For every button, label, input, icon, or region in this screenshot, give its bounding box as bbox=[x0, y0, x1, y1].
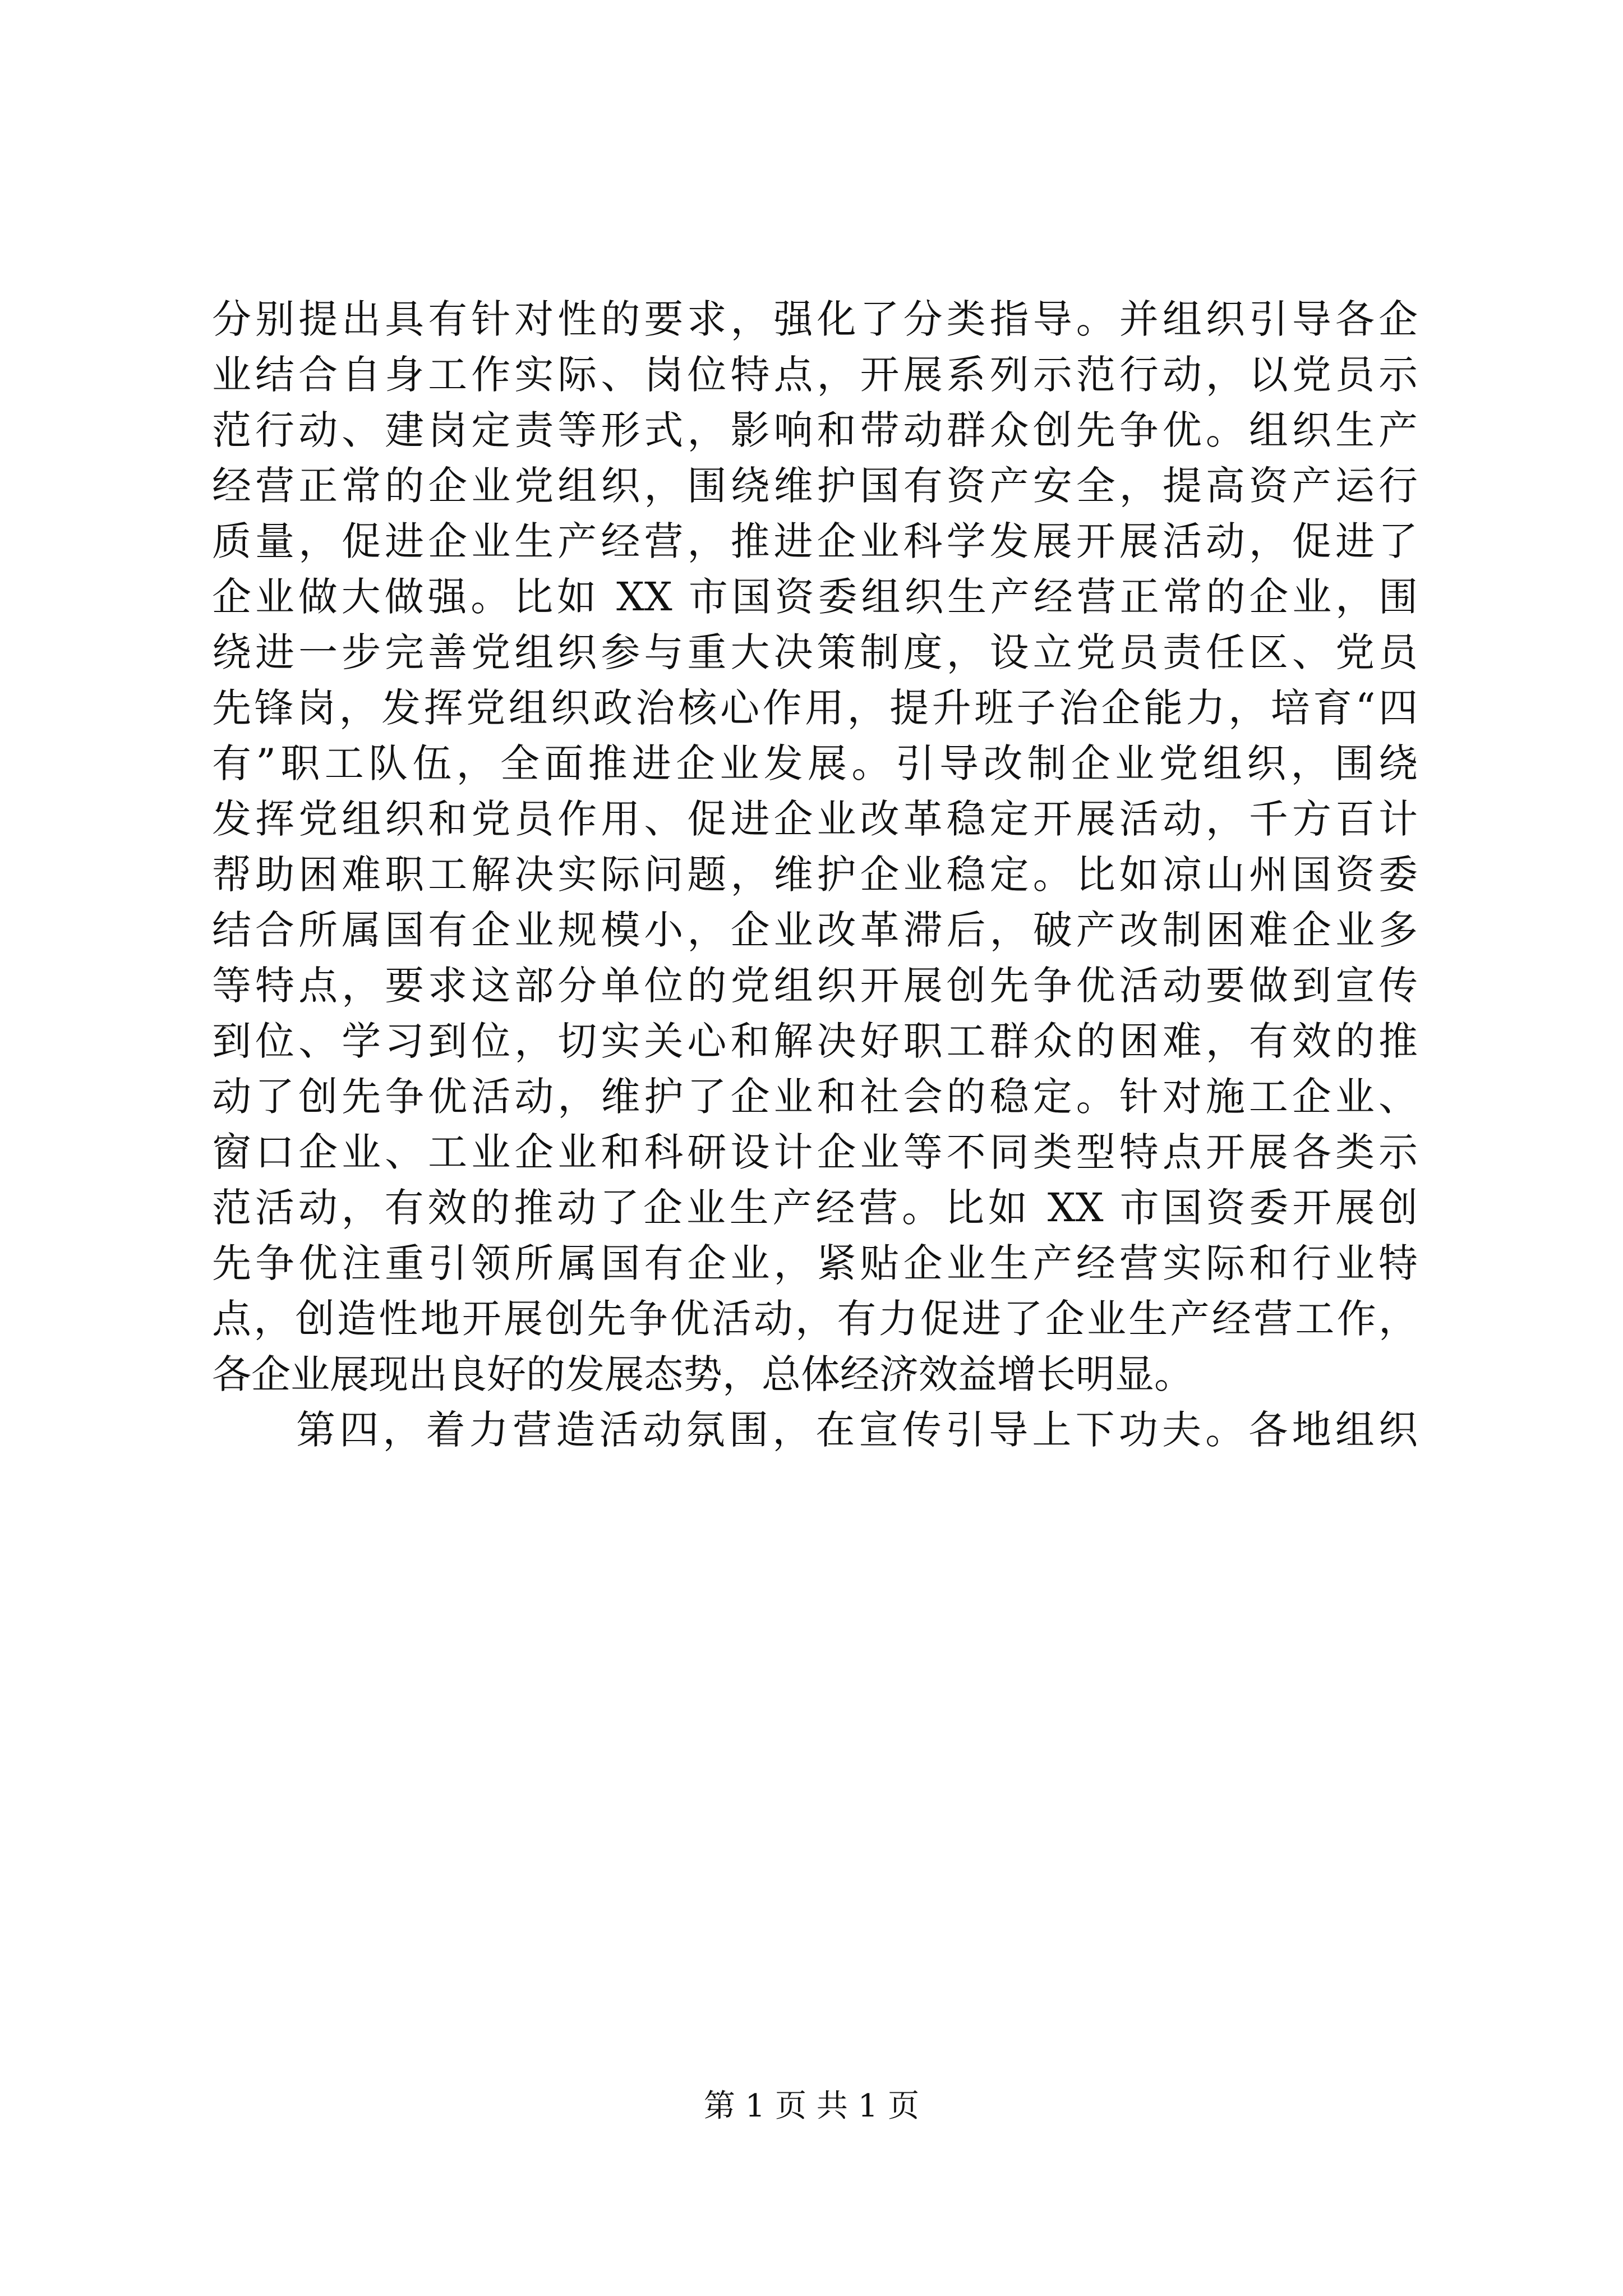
text-line: 发挥党组织和党员作用、促进企业改革稳定开展活动，千方百计 bbox=[212, 796, 1418, 842]
text-line: 范行动、建岗定责等形式，影响和带动群众创先争优。组织生产 bbox=[212, 407, 1418, 453]
text-line: 动了创先争优活动，维护了企业和社会的稳定。针对施工企业、 bbox=[212, 1074, 1418, 1120]
text-line: 结合所属国有企业规模小，企业改革滞后，破产改制困难企业多 bbox=[212, 907, 1418, 953]
text-line: 经营正常的企业党组织，围绕维护国有资产安全，提高资产运行 bbox=[212, 463, 1418, 509]
text-line: 质量，促进企业生产经营，推进企业科学发展开展活动，促进了 bbox=[212, 518, 1418, 564]
text-line: 点，创造性地开展创先争优活动，有力促进了企业生产经营工作， bbox=[212, 1296, 1418, 1342]
text-line: 先争优注重引领所属国有企业，紧贴企业生产经营实际和行业特 bbox=[212, 1240, 1418, 1286]
text-line: 各企业展现出良好的发展态势，总体经济效益增长明显。 bbox=[212, 1351, 1193, 1397]
text-line: 绕进一步完善党组织参与重大决策制度，设立党员责任区、党员 bbox=[212, 629, 1418, 675]
body-text bbox=[212, 292, 1418, 1458]
page-footer: 第 1 页 共 1 页 bbox=[703, 2088, 920, 2124]
text-line: 窗口企业、工业企业和科研设计企业等不同类型特点开展各类示 bbox=[212, 1129, 1418, 1175]
text-line: 有”职工队伍，全面推进企业发展。引导改制企业党组织，围绕 bbox=[212, 740, 1418, 786]
text-line: 范活动，有效的推动了企业生产经营。比如 XX 市国资委开展创 bbox=[212, 1185, 1418, 1231]
text-line: 等特点，要求这部分单位的党组织开展创先争优活动要做到宣传 bbox=[212, 963, 1418, 1009]
text-line: 业结合自身工作实际、岗位特点，开展系列示范行动，以党员示 bbox=[212, 352, 1418, 398]
text-line: 帮助困难职工解决实际问题，维护企业稳定。比如凉山州国资委 bbox=[212, 852, 1418, 898]
paragraph-start-line: 第四，着力营造活动氛围，在宣传引导上下功夫。各地组织 bbox=[296, 1407, 1418, 1453]
text-line: 先锋岗，发挥党组织政治核心作用，提升班子治企能力，培育“四 bbox=[212, 685, 1418, 731]
text-line: 企业做大做强。比如 XX 市国资委组织生产经营正常的企业，围 bbox=[212, 574, 1418, 620]
text-line: 分别提出具有针对性的要求，强化了分类指导。并组织引导各企 bbox=[212, 296, 1418, 342]
text-line: 到位、学习到位，切实关心和解决好职工群众的困难，有效的推 bbox=[212, 1018, 1418, 1064]
